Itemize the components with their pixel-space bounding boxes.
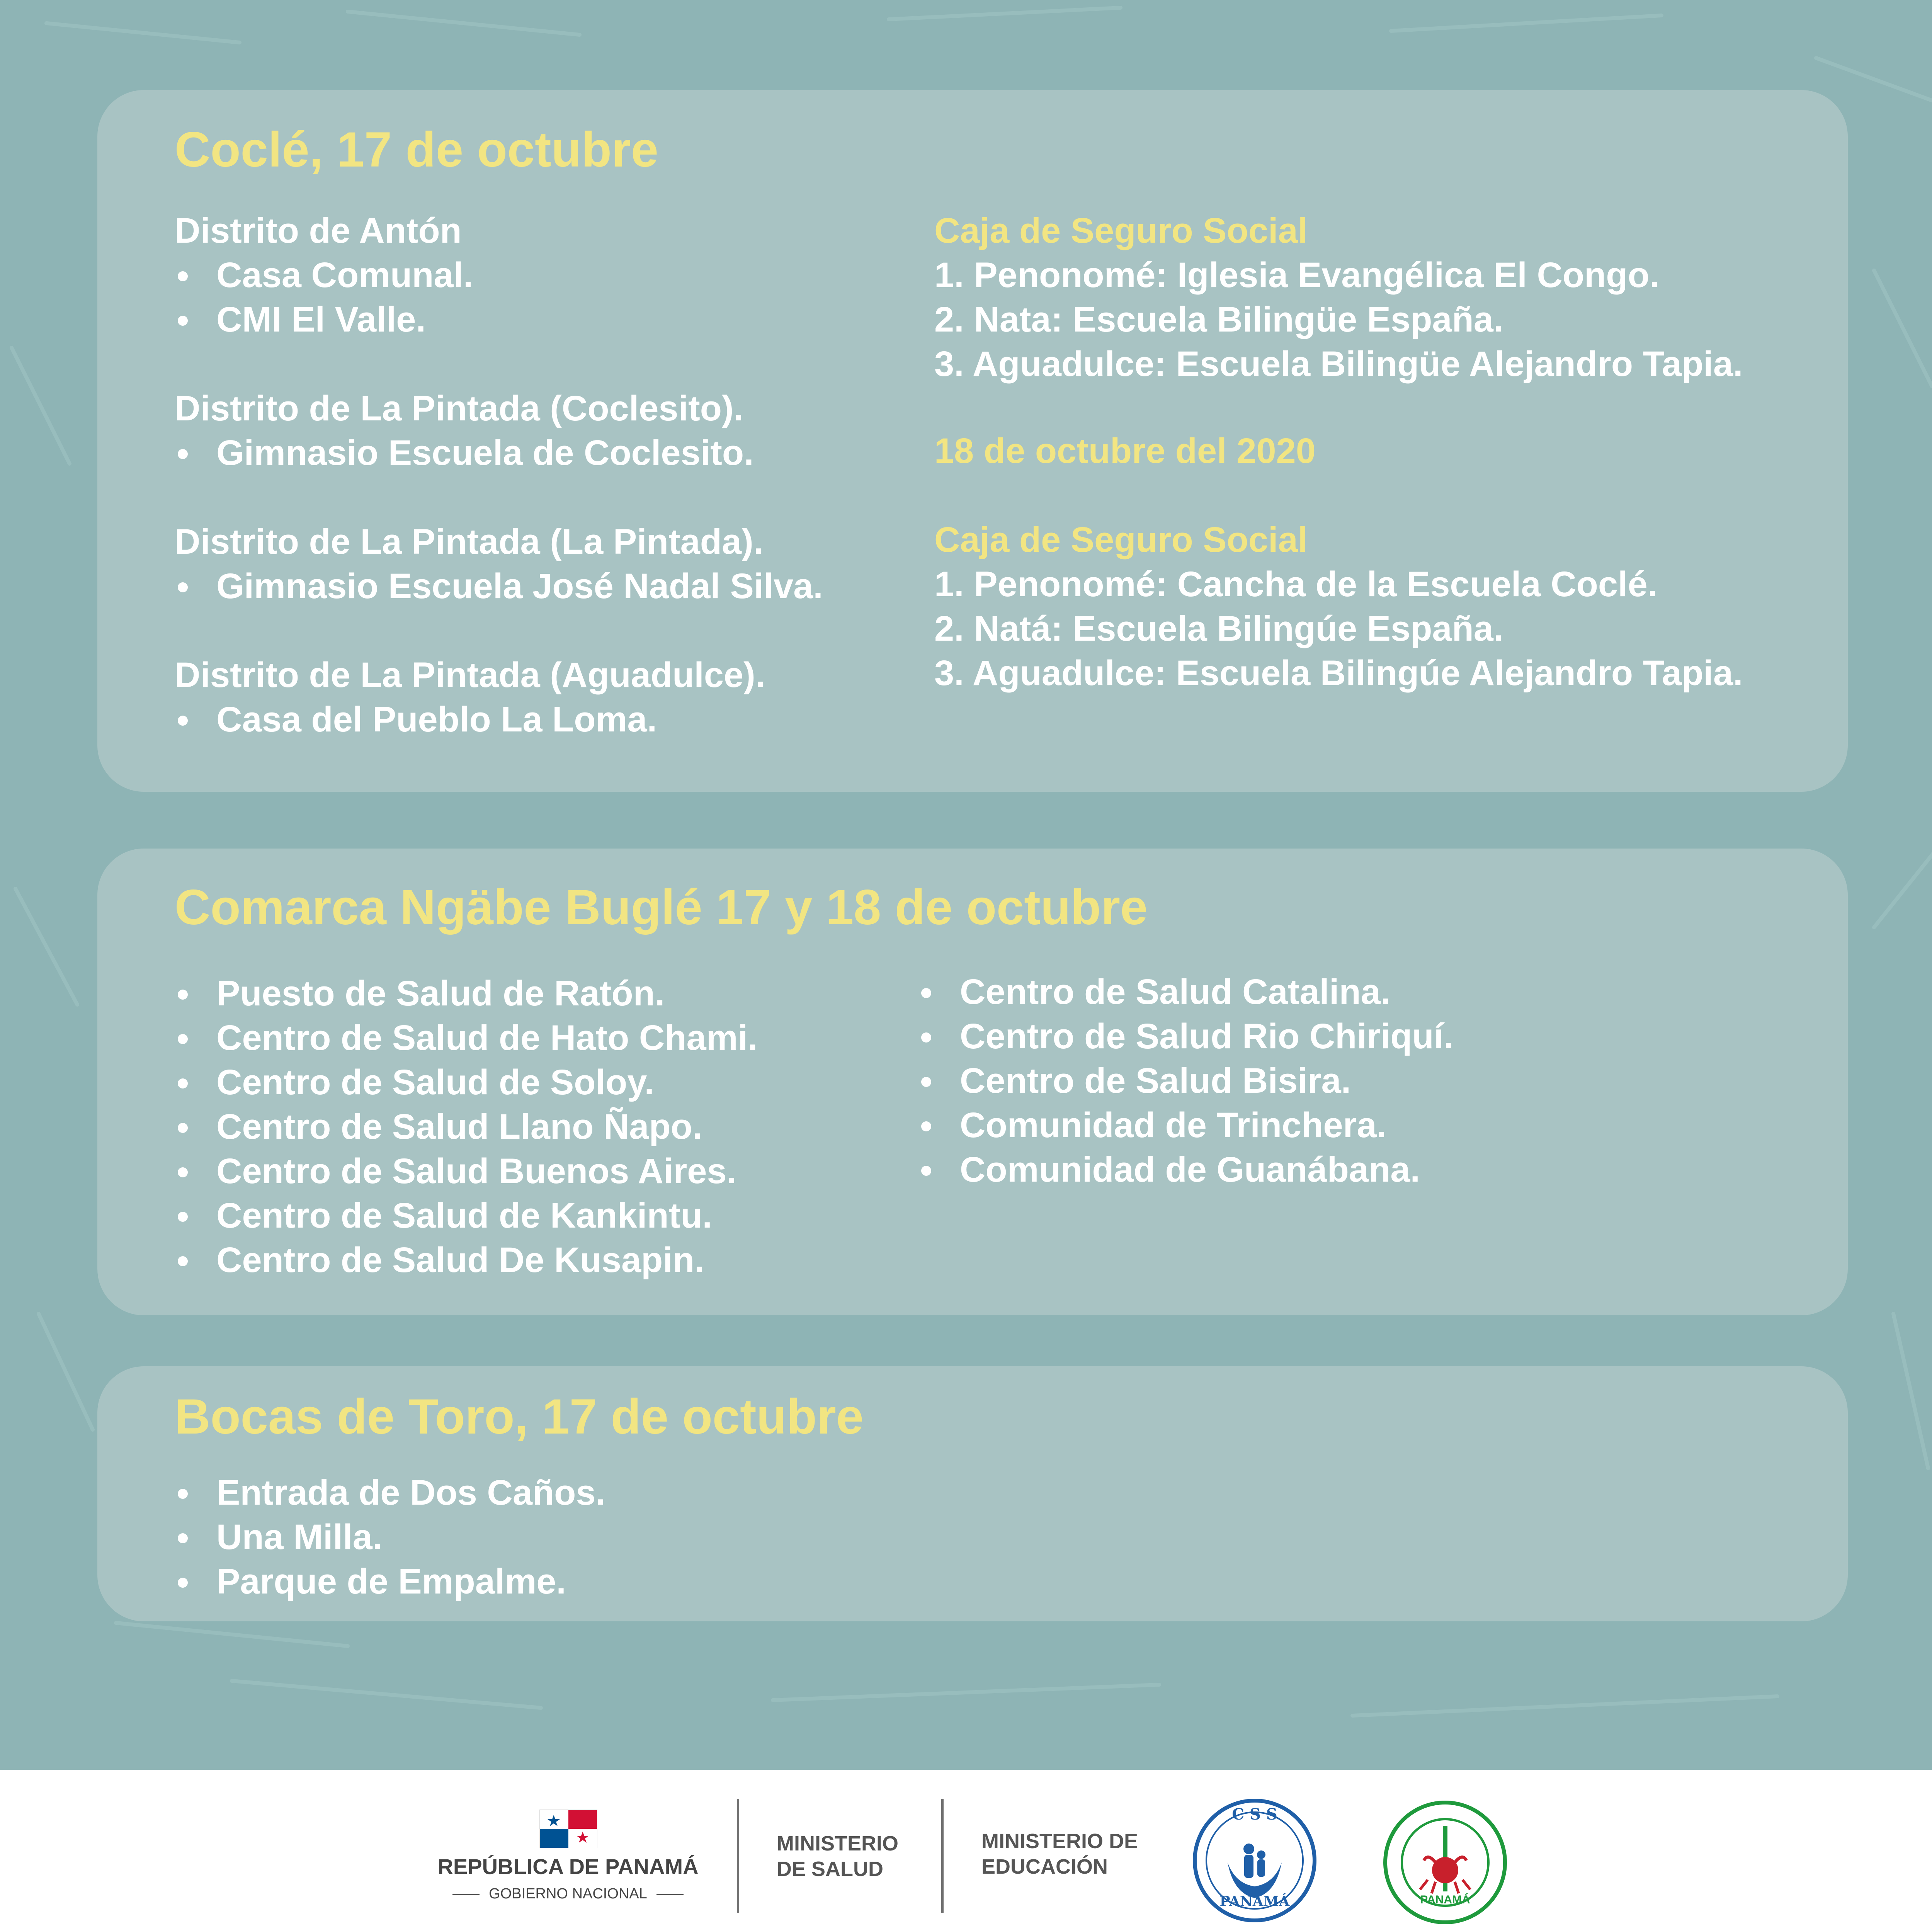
list-item: Puesto de Salud de Ratón. bbox=[175, 971, 758, 1016]
district-anton: Distrito de Antón bbox=[175, 211, 462, 250]
css-logo-bottom: PANAMÁ bbox=[1219, 1893, 1290, 1910]
list-item: Casa Comunal. bbox=[175, 253, 823, 298]
district-coclesito-list bbox=[175, 431, 823, 475]
divider bbox=[737, 1799, 739, 1913]
comarca-title: Comarca Ngäbe Buglé 17 y 18 de octubre bbox=[175, 880, 1148, 935]
date-18-octubre: 18 de octubre del 2020 bbox=[934, 431, 1316, 471]
minsa-line-2: DE SALUD bbox=[777, 1857, 884, 1881]
district-la-pintada: Distrito de La Pintada (La Pintada). bbox=[175, 522, 764, 561]
cocle-panel bbox=[97, 90, 1848, 792]
republica-label: REPÚBLICA DE PANAMÁ bbox=[437, 1854, 699, 1879]
list-item: Centro de Salud de Hato Chami. bbox=[175, 1016, 758, 1060]
meduca-line-1: MINISTERIO DE bbox=[981, 1830, 1138, 1853]
divider bbox=[941, 1799, 944, 1913]
gobierno-label bbox=[429, 1886, 707, 1902]
css-item: 3. Aguadulce: Escuela Bilingúe Alejandro Tapia. bbox=[934, 653, 1743, 693]
ancec-logo-bottom: PANAMÁ bbox=[1420, 1893, 1470, 1906]
list-item: Una Milla. bbox=[175, 1515, 605, 1560]
list-item: Centro de Salud Bisira. bbox=[918, 1059, 1454, 1103]
gobierno-text: GOBIERNO NACIONAL bbox=[489, 1886, 647, 1902]
css-item: 1. Penonomé: Cancha de la Escuela Coclé. bbox=[934, 565, 1658, 604]
bocas-title: Bocas de Toro, 17 de octubre bbox=[175, 1389, 864, 1444]
district-la-pintada-list bbox=[175, 564, 823, 609]
minsa-logo-text bbox=[777, 1831, 898, 1882]
bocas-panel bbox=[97, 1366, 1848, 1621]
meduca-line-2: EDUCACIÓN bbox=[981, 1855, 1108, 1878]
css-item: 2. Nata: Escuela Bilingüe España. bbox=[934, 300, 1503, 339]
css-heading-18: Caja de Seguro Social bbox=[934, 520, 1308, 560]
district-anton-list bbox=[175, 253, 823, 342]
minsa-line-1: MINISTERIO bbox=[777, 1832, 899, 1855]
comarca-left-column bbox=[175, 971, 758, 1282]
css-heading-17: Caja de Seguro Social bbox=[934, 211, 1308, 250]
district-la-pintada-coclesito: Distrito de La Pintada (Coclesito). bbox=[175, 389, 744, 428]
comarca-left-list bbox=[175, 971, 758, 1282]
list-item: Entrada de Dos Caños. bbox=[175, 1471, 605, 1515]
list-item: Comunidad de Guanábana. bbox=[918, 1148, 1454, 1192]
panama-flag-icon bbox=[539, 1810, 597, 1848]
cocle-title: Coclé, 17 de octubre bbox=[175, 122, 658, 177]
footer bbox=[0, 1770, 1932, 1932]
list-item: Parque de Empalme. bbox=[175, 1560, 605, 1604]
list-item: Centro de Salud de Soloy. bbox=[175, 1060, 758, 1105]
bocas-list bbox=[175, 1471, 605, 1604]
comarca-right-list bbox=[918, 970, 1454, 1192]
list-item: CMI El Valle. bbox=[175, 298, 823, 342]
ancec-logo-icon bbox=[1381, 1799, 1509, 1926]
css-logo-top: C S S bbox=[1232, 1805, 1277, 1823]
list-item: Gimnasio Escuela de Coclesito. bbox=[175, 431, 823, 475]
meduca-logo-text bbox=[981, 1828, 1138, 1879]
cocle-right-column bbox=[934, 209, 1743, 696]
comarca-right-column bbox=[918, 970, 1454, 1192]
list-item: Centro de Salud Catalina. bbox=[918, 970, 1454, 1014]
css-item: 1. Penonomé: Iglesia Evangélica El Congo. bbox=[934, 255, 1660, 295]
css-item: 2. Natá: Escuela Bilingúe España. bbox=[934, 609, 1503, 648]
district-la-pintada-aguadulce: Distrito de La Pintada (Aguadulce). bbox=[175, 655, 765, 695]
list-item: Centro de Salud Buenos Aires. bbox=[175, 1149, 758, 1194]
district-aguadulce-list bbox=[175, 697, 823, 742]
css-item: 3. Aguadulce: Escuela Bilingüe Alejandro Tapia. bbox=[934, 344, 1743, 384]
list-item: Casa del Pueblo La Loma. bbox=[175, 697, 823, 742]
list-item: Gimnasio Escuela José Nadal Silva. bbox=[175, 564, 823, 609]
comarca-panel bbox=[97, 849, 1848, 1315]
list-item: Centro de Salud de Kankintu. bbox=[175, 1194, 758, 1238]
cocle-left-column bbox=[175, 209, 823, 742]
list-item: Centro de Salud Llano Ñapo. bbox=[175, 1105, 758, 1149]
bocas-column bbox=[175, 1471, 605, 1604]
list-item: Centro de Salud De Kusapin. bbox=[175, 1238, 758, 1282]
list-item: Comunidad de Trinchera. bbox=[918, 1103, 1454, 1148]
list-item: Centro de Salud Rio Chiriquí. bbox=[918, 1014, 1454, 1059]
